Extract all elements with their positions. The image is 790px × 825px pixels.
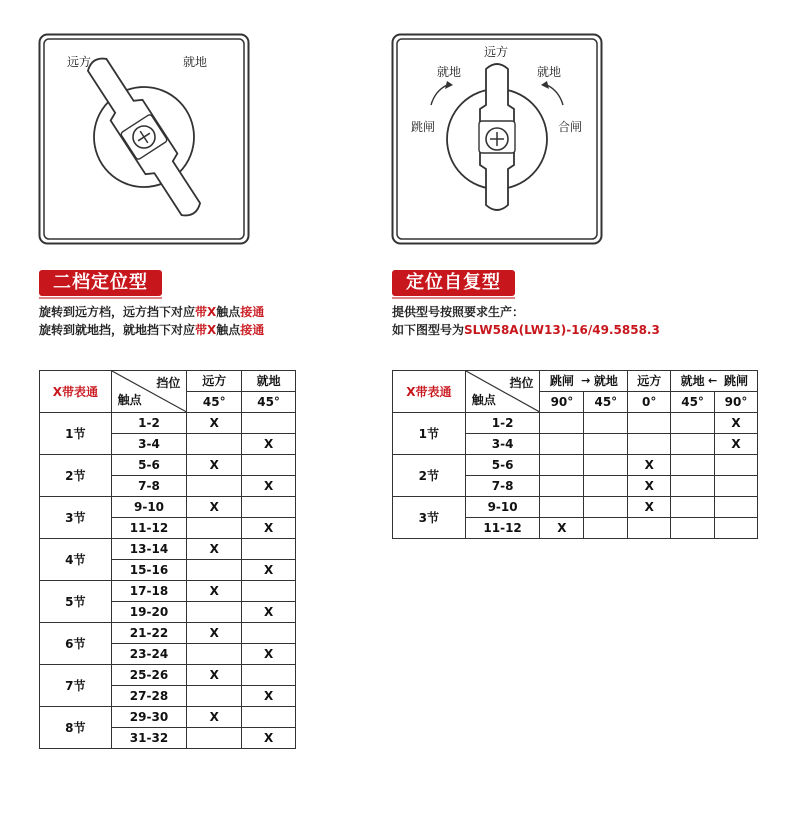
mark-cell bbox=[628, 518, 671, 539]
mark-cell bbox=[715, 497, 758, 518]
section-label: 2节 bbox=[393, 455, 466, 497]
mark-cell: X bbox=[242, 728, 296, 749]
mark-cell bbox=[242, 665, 296, 686]
mark-cell: X bbox=[242, 686, 296, 707]
contact-cell: 23-24 bbox=[111, 644, 187, 665]
mark-cell bbox=[715, 476, 758, 497]
mark-cell bbox=[242, 539, 296, 560]
diagonal-top-label: 挡位 bbox=[509, 376, 534, 390]
table-corner-label: X带表通 bbox=[393, 371, 466, 413]
angle-cell: 90° bbox=[540, 392, 584, 413]
section-label: 8节 bbox=[40, 707, 112, 749]
dial-label-close: 合闸 bbox=[558, 120, 583, 134]
mark-cell bbox=[584, 455, 628, 476]
section-label: 3节 bbox=[40, 497, 112, 539]
contact-cell: 19-20 bbox=[111, 602, 187, 623]
mark-cell: X bbox=[242, 644, 296, 665]
contact-cell: 3-4 bbox=[111, 434, 187, 455]
mark-cell: X bbox=[187, 623, 242, 644]
table-row bbox=[393, 455, 758, 476]
diagonal-header bbox=[465, 371, 540, 413]
table-row bbox=[40, 539, 296, 560]
dial-label-local-left: 就地 bbox=[437, 65, 462, 79]
header-row bbox=[393, 371, 758, 392]
contact-cell: 7-8 bbox=[111, 476, 187, 497]
section-title-self-return: 定位自复型 bbox=[392, 270, 515, 296]
table-row bbox=[393, 497, 758, 518]
position-header: 跳闸 → bbox=[540, 371, 584, 392]
mark-cell: X bbox=[628, 497, 671, 518]
mark-cell bbox=[671, 455, 715, 476]
position-header: 远方 bbox=[628, 371, 671, 392]
desc-line-2: 如下图型号为SLW58A(LW13)-16/49.5858.3 bbox=[392, 323, 660, 337]
position-header: 远方 bbox=[187, 371, 242, 392]
contact-cell: 11-12 bbox=[465, 518, 540, 539]
mark-cell bbox=[187, 434, 242, 455]
angle-cell: 45° bbox=[671, 392, 715, 413]
mark-cell bbox=[540, 413, 584, 434]
mark-cell: X bbox=[628, 455, 671, 476]
mark-cell bbox=[187, 728, 242, 749]
mark-cell bbox=[242, 581, 296, 602]
header-row bbox=[40, 371, 296, 392]
mark-cell: X bbox=[187, 581, 242, 602]
dial-label-local-right: 就地 bbox=[537, 65, 562, 79]
left-description bbox=[39, 303, 264, 339]
table-corner-label: X带表通 bbox=[40, 371, 112, 413]
mark-cell: X bbox=[242, 476, 296, 497]
mark-cell: X bbox=[715, 413, 758, 434]
mark-cell bbox=[584, 518, 628, 539]
dial-label-trip: 跳闸 bbox=[411, 120, 436, 134]
diagonal-top-label: 挡位 bbox=[156, 376, 181, 390]
desc-line-1: 旋转到远方档，远方挡下对应带X触点接通 bbox=[39, 305, 265, 319]
section-label: 1节 bbox=[393, 413, 466, 455]
table-row bbox=[40, 497, 296, 518]
mark-cell bbox=[584, 434, 628, 455]
mark-cell bbox=[242, 497, 296, 518]
angle-cell: 0° bbox=[628, 392, 671, 413]
dial-self-return bbox=[391, 33, 603, 245]
angle-cell: 45° bbox=[187, 392, 242, 413]
mark-cell bbox=[242, 413, 296, 434]
dial-two-position bbox=[38, 33, 250, 245]
mark-cell: X bbox=[242, 602, 296, 623]
contact-cell: 31-32 bbox=[111, 728, 187, 749]
table-row bbox=[40, 623, 296, 644]
position-header: 就地 bbox=[671, 371, 715, 392]
contact-cell: 17-18 bbox=[111, 581, 187, 602]
contact-cell: 1-2 bbox=[111, 413, 187, 434]
table-row bbox=[40, 455, 296, 476]
section-label: 3节 bbox=[393, 497, 466, 539]
position-header: 跳闸 ← bbox=[715, 371, 758, 392]
contact-cell: 3-4 bbox=[465, 434, 540, 455]
table-row bbox=[40, 665, 296, 686]
position-header: 就地 bbox=[584, 371, 628, 392]
mark-cell bbox=[671, 476, 715, 497]
mark-cell: X bbox=[187, 413, 242, 434]
table-row bbox=[40, 581, 296, 602]
mark-cell bbox=[242, 455, 296, 476]
dial-label-remote: 远方 bbox=[67, 55, 92, 69]
mark-cell bbox=[540, 497, 584, 518]
contact-cell: 27-28 bbox=[111, 686, 187, 707]
mark-cell: X bbox=[187, 707, 242, 728]
contact-table-two-position bbox=[39, 370, 296, 749]
mark-cell bbox=[187, 644, 242, 665]
mark-cell bbox=[584, 476, 628, 497]
dial-label-local: 就地 bbox=[183, 55, 208, 69]
angle-cell: 45° bbox=[242, 392, 296, 413]
section-label: 5节 bbox=[40, 581, 112, 623]
contact-cell: 7-8 bbox=[465, 476, 540, 497]
mark-cell: X bbox=[715, 434, 758, 455]
diagonal-bottom-label: 触点 bbox=[471, 393, 496, 407]
contact-cell: 11-12 bbox=[111, 518, 187, 539]
mark-cell bbox=[628, 434, 671, 455]
angle-cell: 45° bbox=[584, 392, 628, 413]
contact-table-self-return bbox=[392, 370, 758, 539]
position-header: 就地 bbox=[242, 371, 296, 392]
table-row bbox=[393, 413, 758, 434]
mark-cell bbox=[671, 497, 715, 518]
mark-cell: X bbox=[187, 539, 242, 560]
arrow-left-icon: ← bbox=[708, 371, 717, 391]
mark-cell bbox=[187, 686, 242, 707]
mark-cell bbox=[715, 518, 758, 539]
mark-cell: X bbox=[187, 455, 242, 476]
mark-cell: X bbox=[242, 518, 296, 539]
dial-label-remote: 远方 bbox=[484, 45, 509, 59]
mark-cell: X bbox=[187, 665, 242, 686]
mark-cell: X bbox=[242, 434, 296, 455]
diagonal-bottom-label: 触点 bbox=[117, 393, 142, 407]
table-row bbox=[40, 707, 296, 728]
mark-cell: X bbox=[628, 476, 671, 497]
mark-cell bbox=[584, 413, 628, 434]
contact-cell: 5-6 bbox=[465, 455, 540, 476]
section-label: 2节 bbox=[40, 455, 112, 497]
contact-cell: 9-10 bbox=[111, 497, 187, 518]
mark-cell bbox=[628, 413, 671, 434]
table-row bbox=[40, 413, 296, 434]
angle-cell: 90° bbox=[715, 392, 758, 413]
section-label: 4节 bbox=[40, 539, 112, 581]
mark-cell bbox=[540, 434, 584, 455]
mark-cell bbox=[242, 623, 296, 644]
mark-cell bbox=[187, 476, 242, 497]
mark-cell bbox=[540, 476, 584, 497]
desc-line-2: 旋转到就地挡，就地挡下对应带X触点接通 bbox=[39, 323, 265, 337]
mark-cell: X bbox=[540, 518, 584, 539]
contact-cell: 29-30 bbox=[111, 707, 187, 728]
mark-cell bbox=[187, 602, 242, 623]
diagonal-header bbox=[111, 371, 187, 413]
section-label: 1节 bbox=[40, 413, 112, 455]
arrow-right-icon: → bbox=[581, 371, 590, 391]
contact-cell: 5-6 bbox=[111, 455, 187, 476]
contact-cell: 15-16 bbox=[111, 560, 187, 581]
mark-cell bbox=[584, 497, 628, 518]
contact-cell: 25-26 bbox=[111, 665, 187, 686]
mark-cell: X bbox=[187, 497, 242, 518]
section-title-two-position: 二档定位型 bbox=[39, 270, 162, 296]
right-description bbox=[392, 303, 660, 339]
mark-cell bbox=[671, 413, 715, 434]
mark-cell bbox=[187, 518, 242, 539]
mark-cell: X bbox=[242, 560, 296, 581]
mark-cell bbox=[242, 707, 296, 728]
contact-cell: 9-10 bbox=[465, 497, 540, 518]
mark-cell bbox=[540, 455, 584, 476]
mark-cell bbox=[187, 560, 242, 581]
section-label: 6节 bbox=[40, 623, 112, 665]
contact-cell: 21-22 bbox=[111, 623, 187, 644]
contact-cell: 13-14 bbox=[111, 539, 187, 560]
mark-cell bbox=[671, 518, 715, 539]
desc-line-1: 提供型号按照要求生产： bbox=[392, 305, 525, 319]
mark-cell bbox=[671, 434, 715, 455]
contact-cell: 1-2 bbox=[465, 413, 540, 434]
section-label: 7节 bbox=[40, 665, 112, 707]
mark-cell bbox=[715, 455, 758, 476]
